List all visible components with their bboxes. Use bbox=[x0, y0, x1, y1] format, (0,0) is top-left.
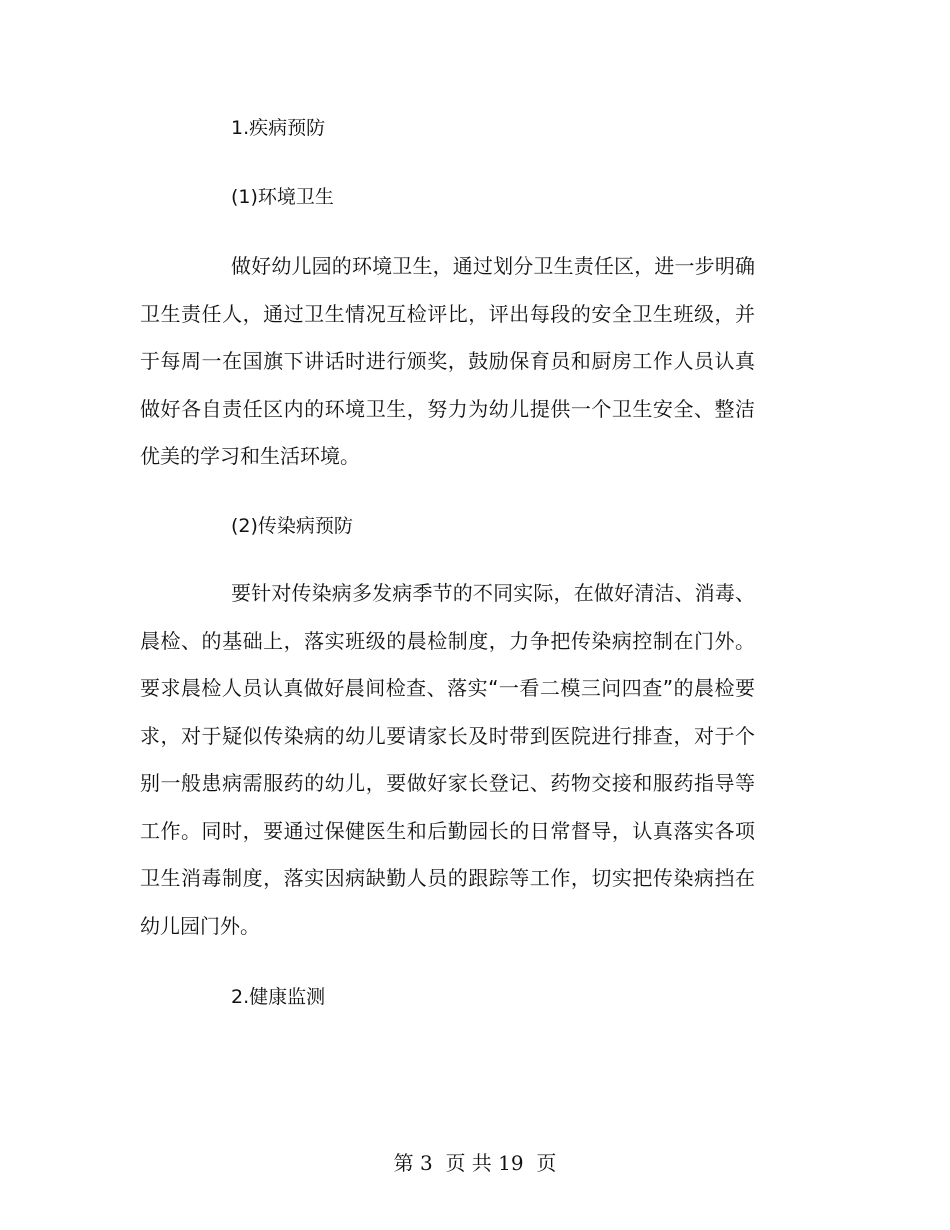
paragraph-infectious-disease: 要针对传染病多发病季节的不同实际，在做好清洁、消毒、晨检、的基础上，落实班级的晨检制度，力争把传染病控制在门外。要求晨检人员认真做好晨间检查、落实“一看二模三问四查”的晨检要求，对于疑似传染病的幼儿要请家长及时带到医院进行排查，对于个别一般患病需服药的幼儿，要做好家长登记、药物交接和服药指导等工作。同时，要通过保健医生和后勤园长的日常督导，认真落实各项卫生消毒制度，落实因病缺勤人员的跟踪等工作，切实把传染病挡在幼儿园门外。 bbox=[140, 581, 755, 938]
paragraph-environment-hygiene: 做好幼儿园的环境卫生，通过划分卫生责任区，进一步明确卫生责任人，通过卫生情况互检评比，评出每段的安全卫生班级，并于每周一在国旗下讲话时进行颁奖，鼓励保育员和厨房工作人员认真做好各自责任区内的环境卫生，努力为幼儿提供一个卫生安全、整洁优美的学习和生活环境。 bbox=[140, 254, 755, 468]
subsection-heading-environment-hygiene: (1)环境卫生 bbox=[231, 186, 334, 208]
subsection-heading-infectious-disease: (2)传染病预防 bbox=[231, 515, 353, 537]
section-heading-health-monitoring: 2.健康监测 bbox=[231, 986, 326, 1008]
page-number-footer: 第 3 页 共 19 页 bbox=[393, 1151, 557, 1175]
section-heading-disease-prevention: 1.疾病预防 bbox=[231, 117, 326, 139]
